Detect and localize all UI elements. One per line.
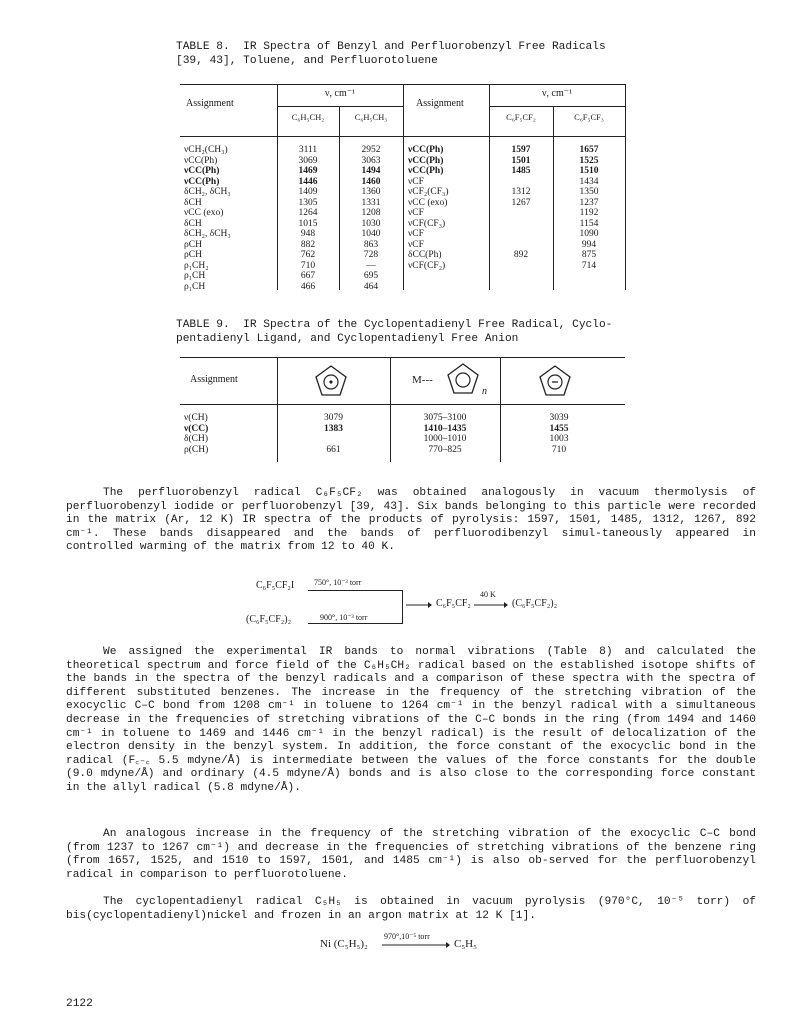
- table-row: [180, 240, 403, 251]
- paragraph-perfluorobenzyl: The perfluorobenzyl radical C₆F₅CF₂ was obtained analogously in vacuum thermolysis of perfluorobenzyl iodide or perfluorobenzyl [39, 43]. Six bands belonging to this particle were recorded in the matrix (Ar, 12 K) IR spectra of the products of pyrolysis: 1597, 1501, 1485, 1312, 1267, 892 cm⁻¹. These bands disappeared and the bands of perfluorodibenzyl simul-taneously appeared in controlled warming of the matrix from 12 to 40 K.: [66, 487, 756, 554]
- table9-caption-line1: TABLE 9. IR Spectra of the Cyclopentadienyl Free Radical, Cyclo-: [176, 319, 613, 331]
- value-cell: 3075–3100: [423, 413, 467, 423]
- assignment-cell: ν(CH): [184, 413, 208, 423]
- table-row: [404, 219, 625, 230]
- table8-left-unit-header: ν, cm⁻¹: [324, 88, 355, 99]
- assignment-cell: νCF: [408, 208, 424, 218]
- value-cell: 695: [363, 271, 379, 281]
- value-cell: 3079: [324, 413, 343, 423]
- table9-assignment-header: Assignment: [190, 374, 238, 385]
- value-cell: 1485: [511, 166, 531, 176]
- value-cell: 3111: [298, 145, 318, 155]
- scheme1-reactant1: C₆F₅CF₂I: [256, 580, 295, 591]
- assignment-cell: νCC (exo): [408, 197, 448, 208]
- scheme2-product: C₅H₅: [454, 938, 477, 950]
- value-cell: 1264: [298, 208, 318, 218]
- table8-right-subrule: [489, 106, 625, 107]
- assignment-cell: δCH: [184, 197, 202, 208]
- value-cell: 3039: [549, 413, 569, 423]
- table9-header-rule: [180, 404, 625, 405]
- value-cell: 1494: [361, 166, 381, 176]
- value-cell: 1000–1010: [423, 434, 467, 444]
- table-row: [180, 271, 403, 282]
- value-cell: 1312: [511, 187, 531, 197]
- assignment-cell: νCF₂(CF₃): [408, 187, 449, 197]
- value-cell: 948: [300, 229, 316, 239]
- assignment-cell: ρ(CH): [184, 444, 209, 455]
- value-cell: [277, 434, 390, 445]
- cyclopentadienyl-radical-icon: [313, 364, 349, 398]
- table-row: [180, 250, 403, 261]
- value-cell: 863: [363, 239, 379, 250]
- table8-vrule-6: [625, 84, 626, 290]
- assignment-cell: νCF(CF₃): [408, 218, 446, 229]
- table9-caption-line2: pentadienyl Ligand, and Cyclopentadienyl Free Anion: [176, 333, 519, 345]
- value-cell: 1469: [298, 166, 318, 176]
- value-cell: 1455: [549, 423, 569, 434]
- value-cell: 1410–1435: [423, 423, 467, 434]
- value-cell: 710: [300, 260, 316, 271]
- table-row: [404, 229, 625, 240]
- table9-ligand-prefix: M---: [412, 374, 433, 386]
- value-cell: [489, 208, 553, 219]
- table-row: [404, 208, 625, 219]
- value-cell: [489, 229, 553, 240]
- value-cell: [489, 240, 553, 251]
- value-cell: 892: [513, 250, 529, 260]
- value-cell: 1154: [579, 218, 599, 229]
- table-row: [404, 250, 625, 261]
- assignment-cell: δCH₂, δCH₃: [184, 187, 231, 197]
- scheme1-arrow-warming-icon: [474, 601, 508, 609]
- assignment-cell: νCC(Ph): [184, 176, 220, 187]
- value-cell: 1003: [549, 434, 569, 444]
- assignment-cell: δ(CH): [184, 434, 209, 444]
- paragraph-analogous: An analogous increase in the frequency of the stretching vibration of the exocyclic C–C bond (from 1237 to 1267 cm⁻¹) and decrease in the frequencies of stretching vibrations of the benzene ring (from 1657, 1525, and 1510 to 1597, 1501, and 1485 cm⁻¹) is also ob-served for the perfluorobenzyl radical in comparison to perfluorotoluene.: [66, 828, 756, 881]
- value-cell: 1460: [361, 176, 381, 187]
- value-cell: 1657: [579, 145, 599, 155]
- assignment-cell: νCC(Ph): [184, 155, 218, 166]
- value-cell: 1434: [579, 176, 599, 187]
- value-cell: 728: [363, 250, 379, 260]
- table9-ligand-subscript: n: [482, 386, 487, 397]
- table-row: [180, 156, 403, 167]
- value-cell: 1040: [361, 229, 381, 239]
- table-row: [180, 145, 403, 156]
- value-cell: 882: [300, 239, 316, 250]
- value-cell: 1350: [579, 187, 599, 197]
- table-row: [404, 177, 625, 188]
- table8-left-subrule: [277, 106, 403, 107]
- scheme1-final: (C₆F₅CF₂)₂: [512, 598, 558, 609]
- value-cell: —: [366, 260, 376, 271]
- value-cell: 875: [581, 250, 597, 260]
- assignment-cell: δCH₂, δCH₃: [184, 229, 231, 239]
- value-cell: 466: [300, 281, 316, 292]
- table-row: [180, 445, 618, 456]
- value-cell: 1208: [361, 208, 381, 218]
- scheme1-bracket: [402, 590, 403, 624]
- assignment-cell: νCF: [408, 176, 424, 187]
- scheme2-condition: 970°,10⁻⁵ torr: [384, 932, 430, 941]
- value-cell: 1409: [298, 187, 318, 197]
- scheme2-arrow-icon: [382, 941, 450, 949]
- assignment-cell: ρ₁CH: [184, 281, 206, 292]
- table8-caption-line1: TABLE 8. IR Spectra of Benzyl and Perfluorobenzyl Free Radicals: [176, 41, 606, 53]
- table-row: [180, 177, 403, 188]
- table-row: [404, 166, 625, 177]
- assignment-cell: δCH: [184, 218, 202, 229]
- value-cell: 1090: [579, 229, 599, 239]
- assignment-cell: νCH₂(CH₃): [184, 145, 228, 155]
- assignment-cell: ρCH: [184, 239, 202, 250]
- table8-right-body: [404, 145, 625, 271]
- value-cell: 1510: [579, 166, 599, 176]
- assignment-cell: νCF: [408, 239, 424, 250]
- value-cell: 3069: [298, 155, 318, 166]
- scheme1-condition1: 750°, 10⁻³ torr: [314, 578, 362, 587]
- value-cell: 1597: [511, 145, 531, 155]
- table9-top-rule: [180, 357, 625, 358]
- assignment-cell: ρ₁CH: [184, 271, 206, 281]
- value-cell: [489, 219, 553, 230]
- value-cell: 1237: [579, 197, 599, 208]
- value-cell: 661: [326, 444, 341, 455]
- scheme1-arrow1: [308, 590, 402, 591]
- value-cell: 464: [363, 281, 379, 292]
- value-cell: 714: [581, 260, 597, 271]
- value-cell: 2952: [361, 145, 381, 155]
- value-cell: [489, 261, 553, 272]
- value-cell: 1015: [298, 218, 318, 229]
- table-row: [180, 198, 403, 209]
- value-cell: 1525: [579, 155, 599, 166]
- table-row: [404, 187, 625, 198]
- table8-left-col1-header: C₆H₅CH₂: [291, 112, 325, 122]
- table-row: [180, 229, 403, 240]
- assignment-cell: ρCH: [184, 250, 202, 260]
- scheme1-reactant2: (C₆F₅CF₂)₂: [246, 614, 292, 625]
- table-row: [404, 198, 625, 209]
- table8-left-assignment-header: Assignment: [186, 98, 234, 109]
- scheme1-arrow2: [308, 623, 402, 624]
- scheme1-arrow-right-icon: [406, 601, 432, 609]
- assignment-cell: νCC(Ph): [408, 166, 444, 176]
- scheme1-product: C₆F₅CF₂: [436, 598, 471, 609]
- table-row: [180, 166, 403, 177]
- paragraph-assignment: We assigned the experimental IR bands to normal vibrations (Table 8) and calculated the theoretical spectrum and force field of the C₆H₅CH₂ radical based on the established isotope shifts of the bands in the spectra of the benzyl radicals and a comparison of these spectra with the spectra of different substituted benzenes. The increase in the frequency of the stretching vibration of the exocyclic C–C bond from 1208 cm⁻¹ in toluene to 1264 cm⁻¹ in the benzyl radical with a simultaneous decrease in the frequencies of stretching vibrations of the C–C bonds in the ring (from 1494 and 1460 cm⁻¹ in toluene to 1469 and 1446 cm⁻¹ in the benzyl radical) is the result of delocalization of the electron density in the benzyl system. In addition, the force constant of the exocyclic bond in the radical (F꜀₋꜀ 5.5 mdyne/Å) is intermediate between the values of the force constants for the double (9.0 mdyne/Å) and ordinary (4.5 mdyne/Å) bonds and is also close to the corresponding force constant in the allyl radical (5.8 mdyne/Å).: [66, 646, 756, 794]
- table8-right-col1-header: C₆F₅CF₂: [506, 112, 536, 122]
- table8-left-body: [180, 145, 403, 292]
- table8-right-col2-header: C₆F₅CF₃: [574, 112, 604, 122]
- value-cell: 1305: [298, 197, 318, 208]
- scheme1-condition2: 900°, 10⁻³ torr: [320, 613, 368, 622]
- value-cell: 710: [551, 444, 567, 455]
- value-cell: 762: [300, 250, 316, 260]
- table-row: [180, 413, 618, 424]
- table8-right-assignment-header: Assignment: [416, 98, 464, 109]
- table9-body: [180, 413, 618, 455]
- table-row: [180, 261, 403, 272]
- cyclopentadienyl-ligand-icon: [445, 362, 481, 396]
- value-cell: [489, 177, 553, 188]
- scheme2-reactant: Ni (C₅H₅)₂: [320, 938, 368, 950]
- table8-caption-line2: [39, 43], Toluene, and Perfluorotoluene: [176, 55, 438, 67]
- value-cell: 1192: [579, 208, 599, 218]
- table-row: [404, 156, 625, 167]
- assignment-cell: νCC(Ph): [184, 166, 220, 176]
- assignment-cell: ρ₁CH₂: [184, 260, 209, 271]
- assignment-cell: νCF(CF₂): [408, 260, 446, 271]
- value-cell: 1383: [324, 423, 343, 434]
- table-row: [180, 424, 618, 435]
- assignment-cell: νCC (exo): [184, 208, 224, 218]
- value-cell: 3063: [361, 155, 381, 166]
- cyclopentadienyl-anion-icon: [537, 364, 573, 398]
- assignment-cell: ν(CC): [184, 423, 209, 434]
- assignment-cell: νCC(Ph): [408, 145, 444, 155]
- value-cell: 1446: [298, 176, 318, 187]
- table-row: [404, 261, 625, 272]
- table-row: [180, 208, 403, 219]
- value-cell: 770–825: [428, 444, 462, 455]
- table-row: [404, 145, 625, 156]
- value-cell: 1267: [511, 197, 531, 208]
- scheme1-condition3: 40 K: [480, 590, 496, 599]
- value-cell: 1030: [361, 218, 381, 229]
- table8-left-col2-header: C₆H₅CH₃: [354, 112, 388, 122]
- table-row: [180, 282, 403, 293]
- value-cell: 1331: [361, 197, 381, 208]
- table-row: [180, 434, 618, 445]
- table-row: [404, 240, 625, 251]
- page-number: 2122: [66, 998, 93, 1010]
- value-cell: 1501: [511, 155, 531, 166]
- value-cell: 667: [300, 271, 316, 281]
- value-cell: 994: [581, 239, 597, 250]
- table-row: [180, 187, 403, 198]
- assignment-cell: νCC(Ph): [408, 155, 444, 166]
- assignment-cell: νCF: [408, 229, 424, 239]
- assignment-cell: δCC(Ph): [408, 250, 442, 260]
- table8-right-unit-header: ν, cm⁻¹: [541, 88, 572, 99]
- value-cell: 1360: [361, 187, 381, 197]
- paragraph-cyclopentadienyl: The cyclopentadienyl radical C₅H₅ is obtained in vacuum pyrolysis (970°C, 10⁻⁵ torr) of bis(cyclopentadienyl)nickel and frozen in an argon matrix at 12 K [1].: [66, 896, 756, 922]
- table-row: [180, 219, 403, 230]
